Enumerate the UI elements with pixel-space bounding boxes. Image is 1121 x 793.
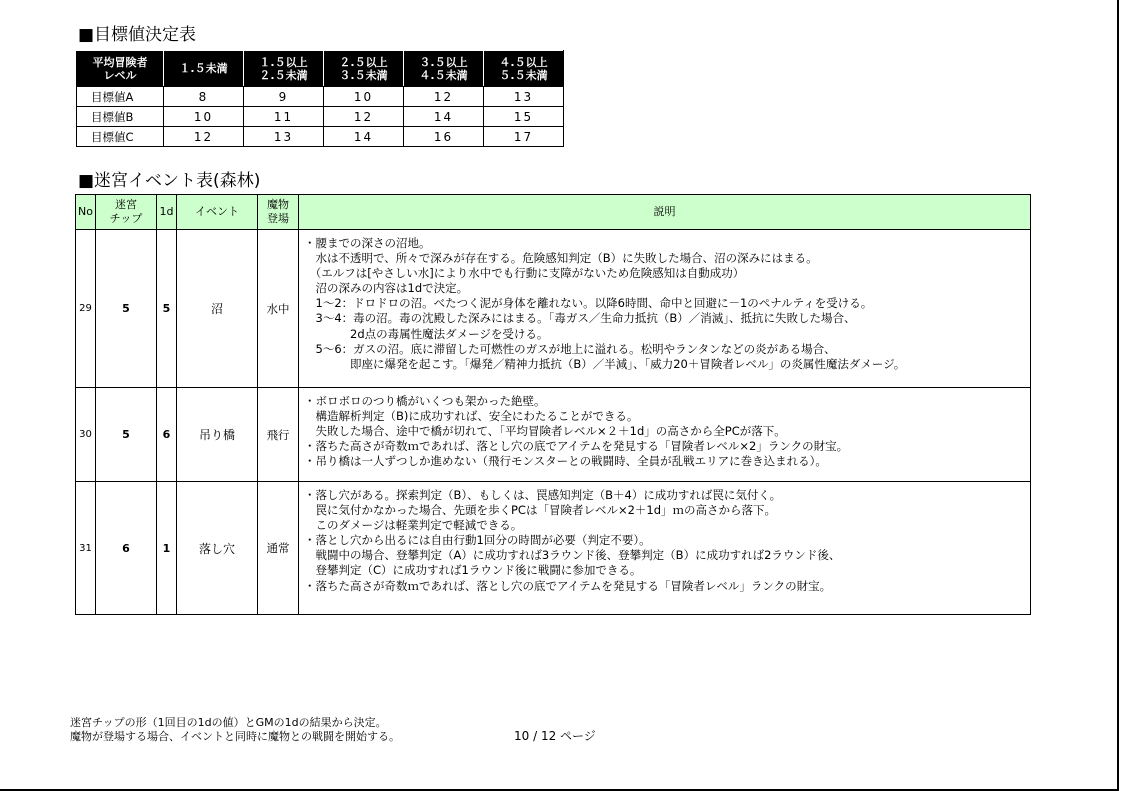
event-monster-cell: 通常 bbox=[258, 482, 299, 615]
target-table-header-cell: １.５以上 ２.５未満 bbox=[244, 51, 324, 87]
target-value-cell: 14 bbox=[324, 127, 404, 147]
description-line: 即座に爆発を起こす。「爆発／精神力抵抗（B）／半減」、「威力20＋冒険者レベル」の炎属性魔法ダメージ。 bbox=[304, 356, 906, 371]
target-value-cell: 13 bbox=[484, 87, 564, 107]
target-table-header-row bbox=[77, 51, 564, 87]
event-chip-cell: 6 bbox=[96, 482, 157, 615]
description-line: 戦闘中の場合、登攀判定（A）に成功すれば3ラウンド後、登攀判定（B）に成功すれば2ラウンド後、 bbox=[304, 548, 841, 563]
description-line: ・吊り橋は一人ずつしか進めない（飛行モンスターとの戦闘時、全員が乱戦エリアに巻き込まれる）。 bbox=[304, 454, 827, 469]
event-name-cell: 吊り橋 bbox=[177, 388, 258, 482]
target-table-row bbox=[77, 107, 564, 127]
page-border-bottom bbox=[0, 789, 1119, 791]
event-1d-cell: 6 bbox=[157, 388, 177, 482]
event-table-header-row bbox=[76, 195, 1031, 230]
event-table-header-cell: No bbox=[76, 195, 96, 230]
target-value-cell: 10 bbox=[324, 87, 404, 107]
event-name-cell: 沼 bbox=[177, 230, 258, 388]
target-table-header-cell: 平均冒険者 レベル bbox=[77, 51, 164, 87]
description-line: ・落し穴がある。探索判定（B）、もしくは、罠感知判定（B＋4）に成功すれば罠に気付く。 bbox=[304, 488, 782, 502]
target-table-header-cell: ２.５以上 ３.５未満 bbox=[324, 51, 404, 87]
event-monster-cell: 飛行 bbox=[258, 388, 299, 482]
event-no-cell: 31 bbox=[76, 482, 96, 615]
event-description-cell bbox=[299, 482, 1031, 615]
target-table-row bbox=[77, 87, 564, 107]
description-line: 1～2：ドロドロの沼。べたつく泥が身体を離れない。以降6時間、命中と回避に－1のペナルティを受ける。 bbox=[304, 296, 873, 311]
target-row-label: 目標値C bbox=[77, 127, 164, 147]
event-1d-cell: 1 bbox=[157, 482, 177, 615]
event-table-row bbox=[76, 230, 1031, 388]
target-table-header-cell: １.５未満 bbox=[164, 51, 244, 87]
footer-note-line: 迷宮チップの形（1回目の1dの値）とGMの1dの結果から決定。 bbox=[70, 716, 387, 729]
target-table-header-cell: ３.５以上 ４.５未満 bbox=[404, 51, 484, 87]
event-monster-cell: 水中 bbox=[258, 230, 299, 388]
description-line: 沼の深みの内容は1dで決定。 bbox=[304, 281, 469, 296]
target-value-cell: 13 bbox=[244, 127, 324, 147]
description-line: 失敗した場合、途中で橋が切れて、「平均冒険者レベル×２＋1d」の高さから全PCが落下。 bbox=[304, 424, 786, 439]
target-value-cell: 8 bbox=[164, 87, 244, 107]
event-1d-cell: 5 bbox=[157, 230, 177, 388]
target-value-cell: 15 bbox=[484, 107, 564, 127]
target-row-label: 目標値A bbox=[77, 87, 164, 107]
event-table-header-cell: 迷宮 チップ bbox=[96, 195, 157, 230]
description-line: 構造解析判定（B)に成功すれば、安全にわたることができる。 bbox=[304, 409, 639, 424]
target-value-cell: 11 bbox=[244, 107, 324, 127]
target-row-label: 目標値B bbox=[77, 107, 164, 127]
target-value-cell: 17 bbox=[484, 127, 564, 147]
target-value-cell: 16 bbox=[404, 127, 484, 147]
description-line: ・落ちた高さが奇数ｍであれば、落とし穴の底でアイテムを発見する「冒険者レベル×2」ランクの財宝。 bbox=[304, 439, 849, 454]
target-value-cell: 9 bbox=[244, 87, 324, 107]
event-table-header-cell: イベント bbox=[177, 195, 258, 230]
description-line: 5～6：ガスの沼。底に滞留した可燃性のガスが地上に溢れる。松明やランタンなどの炎がある場合、 bbox=[304, 341, 836, 356]
target-table-title: ■目標値決定表 bbox=[78, 25, 197, 45]
description-line: 水は不透明で、所々で深みが存在する。危険感知判定（B）に失敗した場合、沼の深みにはまる。 bbox=[304, 251, 818, 266]
description-line: （エルフは[やさしい水]により水中でも行動に支障がないため危険感知は自動成功） bbox=[304, 266, 745, 281]
target-value-cell: 12 bbox=[164, 127, 244, 147]
event-table-row bbox=[76, 388, 1031, 482]
event-description-cell bbox=[299, 388, 1031, 482]
description-line: 罠に気付かなかった場合、先頭を歩くPCは「冒険者レベル×2＋1d」ｍの高さから落下。 bbox=[304, 503, 777, 518]
event-description-cell bbox=[299, 230, 1031, 388]
event-table-header-cell: 1d bbox=[157, 195, 177, 230]
event-name-cell: 落し穴 bbox=[177, 482, 258, 615]
event-no-cell: 30 bbox=[76, 388, 96, 482]
description-line: ・ボロボロのつり橋がいくつも架かった絶壁。 bbox=[304, 394, 546, 408]
footer-notes bbox=[70, 716, 400, 744]
event-table-title: ■迷宮イベント表(森林) bbox=[78, 171, 261, 191]
target-value-table bbox=[76, 50, 564, 147]
target-value-cell: 14 bbox=[404, 107, 484, 127]
target-table-row bbox=[77, 127, 564, 147]
footer-note-line: 魔物が登場する場合、イベントと同時に魔物との戦闘を開始する。 bbox=[70, 730, 400, 743]
page-border-right bbox=[1117, 0, 1119, 790]
description-line: このダメージは軽業判定で軽減できる。 bbox=[304, 518, 523, 533]
target-value-cell: 10 bbox=[164, 107, 244, 127]
target-value-cell: 12 bbox=[404, 87, 484, 107]
event-table-header-cell: 魔物 登場 bbox=[258, 195, 299, 230]
event-no-cell: 29 bbox=[76, 230, 96, 388]
description-line: 3～4：毒の沼。毒の沈殿した深みにはまる。「毒ガス／生命力抵抗（B）／消滅」、抵抗に失敗した場合、 bbox=[304, 311, 856, 326]
description-line: ・腰までの深さの沼地。 bbox=[304, 236, 431, 250]
target-value-cell: 12 bbox=[324, 107, 404, 127]
page-number: 10 / 12 ページ bbox=[514, 729, 596, 743]
event-table-header-cell: 説明 bbox=[299, 195, 1031, 230]
event-table-row bbox=[76, 482, 1031, 615]
event-chip-cell: 5 bbox=[96, 230, 157, 388]
description-line: ・落ちた高さが奇数ｍであれば、落とし穴の底でアイテムを発見する「冒険者レベル」ランクの財宝。 bbox=[304, 578, 832, 593]
event-chip-cell: 5 bbox=[96, 388, 157, 482]
description-line: ・落とし穴から出るには自由行動1回分の時間が必要（判定不要）。 bbox=[304, 533, 651, 548]
target-table-header-cell: ４.５以上 ５.５未満 bbox=[484, 51, 564, 87]
description-line: 登攀判定（C）に成功すれば1ラウンド後に戦闘に参加できる。 bbox=[304, 563, 642, 578]
event-table bbox=[75, 194, 1031, 615]
description-line: 2d点の毒属性魔法ダメージを受ける。 bbox=[304, 326, 549, 341]
